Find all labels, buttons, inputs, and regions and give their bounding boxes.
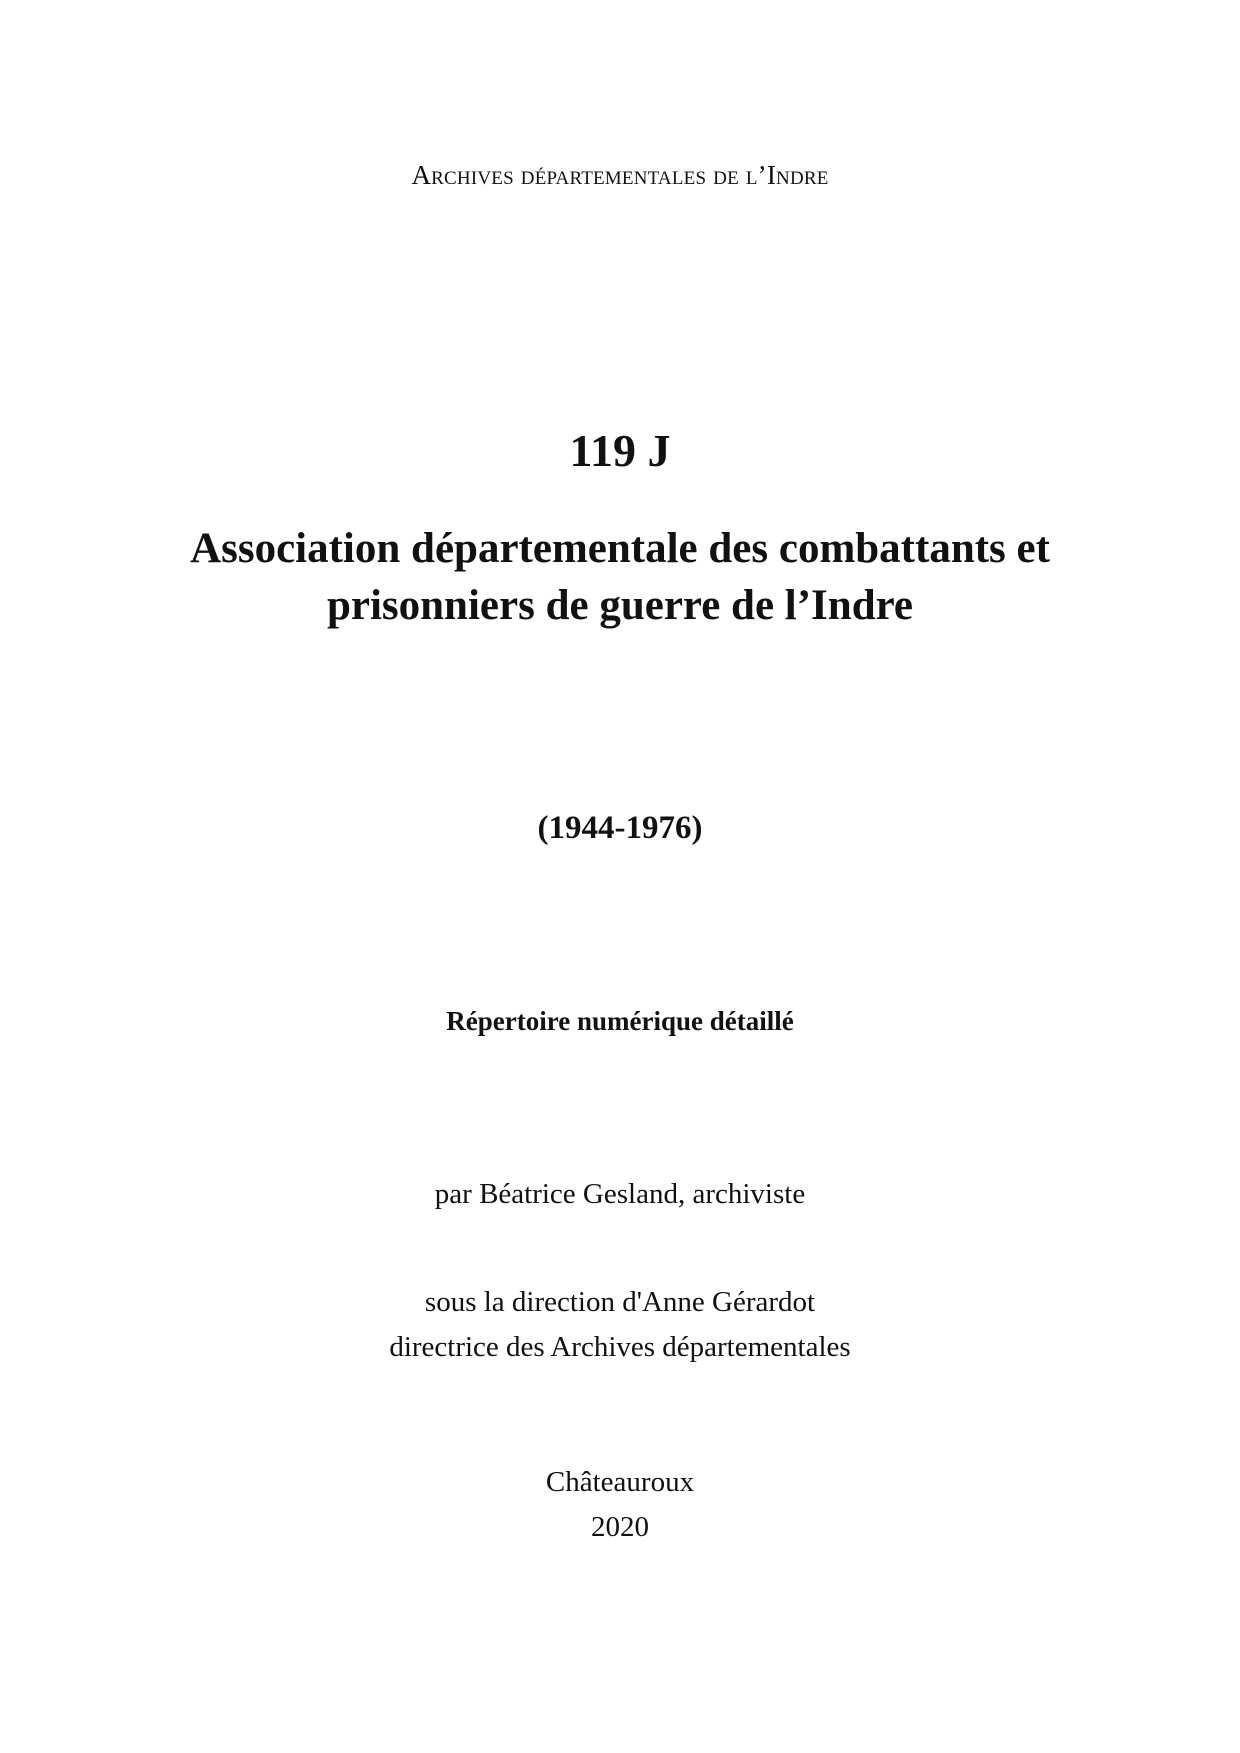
imprint-year: 2020 <box>591 1511 649 1543</box>
direction-credit <box>0 1280 1240 1370</box>
imprint <box>0 1460 1240 1550</box>
direction-line-2: directrice des Archives départementales <box>389 1331 851 1363</box>
institution-header: Archives départementales de l’Indre <box>411 160 829 190</box>
fonds-title-line-2: prisonniers de guerre de l’Indre <box>326 582 914 629</box>
author-credit: par Béatrice Gesland, archiviste <box>434 1178 806 1210</box>
fonds-title <box>0 520 1240 634</box>
fonds-title-line-1: Association départementale des combattants et <box>190 525 1050 572</box>
fonds-dates: (1944-1976) <box>537 810 703 846</box>
imprint-place: Châteauroux <box>545 1466 695 1498</box>
document-type: Répertoire numérique détaillé <box>446 1006 794 1036</box>
fonds-code: 119 J <box>569 425 671 476</box>
direction-line-1: sous la direction d'Anne Gérardot <box>424 1286 816 1318</box>
